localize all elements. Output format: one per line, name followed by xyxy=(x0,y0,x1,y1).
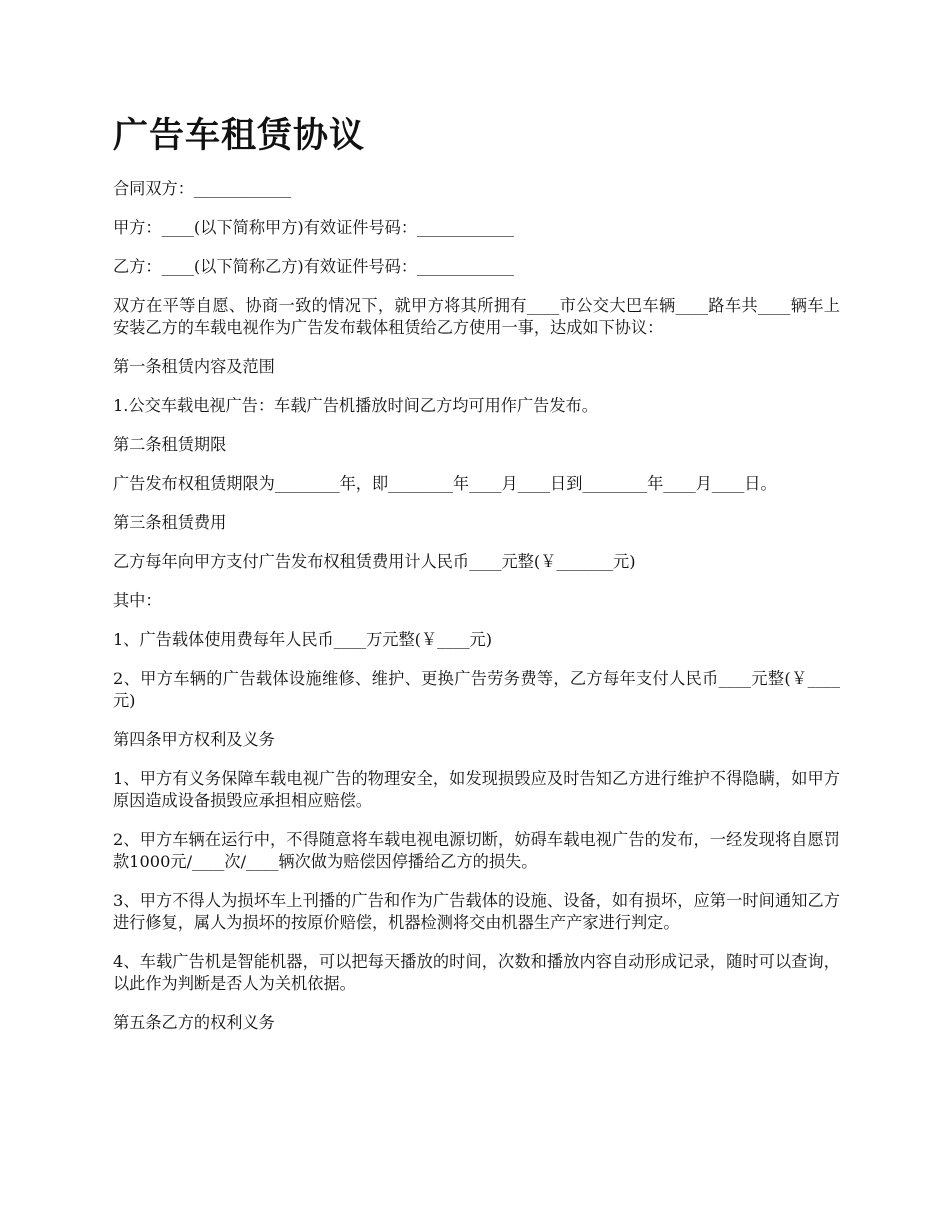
paragraph-party-b: 乙方：____(以下简称乙方)有效证件号码：____________ xyxy=(113,257,515,276)
section-heading-2: 第二条租赁期限 xyxy=(113,435,227,454)
paragraph-party-a: 甲方：____(以下简称甲方)有效证件号码：____________ xyxy=(113,218,515,237)
paragraph-clause: 3、甲方不得人为损坏车上刊播的广告和作为广告载体的设施、设备，如有损坏，应第一时间通知乙方进行修复，属人为损坏的按原价赔偿，机器检测将交由机器生产产家进行判定。 xyxy=(113,891,840,932)
paragraph-clause: 1、广告载体使用费每年人民币____万元整(￥____元) xyxy=(113,630,493,649)
paragraph-clause: 2、甲方车辆在运行中，不得随意将车载电视电源切断，妨碍车载电视广告的发布，一经发现将自愿罚款1000元/____次/____辆次做为赔偿因停播给乙方的损失。 xyxy=(113,830,840,871)
paragraph-clause: 4、车载广告机是智能机器，可以把每天播放的时间，次数和播放内容自动形成记录，随时可以查询，以此作为判断是否人为关机依据。 xyxy=(113,952,840,993)
paragraph-clause: 乙方每年向甲方支付广告发布权租赁费用计人民币____元整(￥_______元) xyxy=(113,552,636,571)
paragraph-clause: 广告发布权租赁期限为________年，即________年____月____日到________年____月____日。 xyxy=(113,474,777,493)
paragraph-clause: 1.公交车载电视广告：车载广告机播放时间乙方均可用作广告发布。 xyxy=(113,396,598,415)
section-heading-3: 第三条租赁费用 xyxy=(113,513,227,532)
section-heading-4: 第四条甲方权利及义务 xyxy=(113,730,275,749)
paragraph-clause: 其中： xyxy=(113,591,162,610)
paragraph-clause: 2、甲方车辆的广告载体设施维修、维护、更换广告劳务费等，乙方每年支付人民币____元整(￥____元) xyxy=(113,669,840,710)
section-heading-1: 第一条租赁内容及范围 xyxy=(113,357,275,376)
paragraph-parties: 合同双方：____________ xyxy=(113,179,292,198)
paragraph-clause: 1、甲方有义务保障车载电视广告的物理安全，如发现损毁应及时告知乙方进行维护不得隐瞒，如甲方原因造成设备损毁应承担相应赔偿。 xyxy=(113,769,840,810)
document-body xyxy=(113,178,840,1051)
paragraph-preamble: 双方在平等自愿、协商一致的情况下，就甲方将其所拥有____市公交大巴车辆____路车共____辆车上安装乙方的车载电视作为广告发布载体租赁给乙方使用一事，达成如下协议： xyxy=(113,296,840,337)
document-title: 广告车租赁协议 xyxy=(113,115,366,156)
section-heading-5: 第五条乙方的权利义务 xyxy=(113,1013,275,1032)
